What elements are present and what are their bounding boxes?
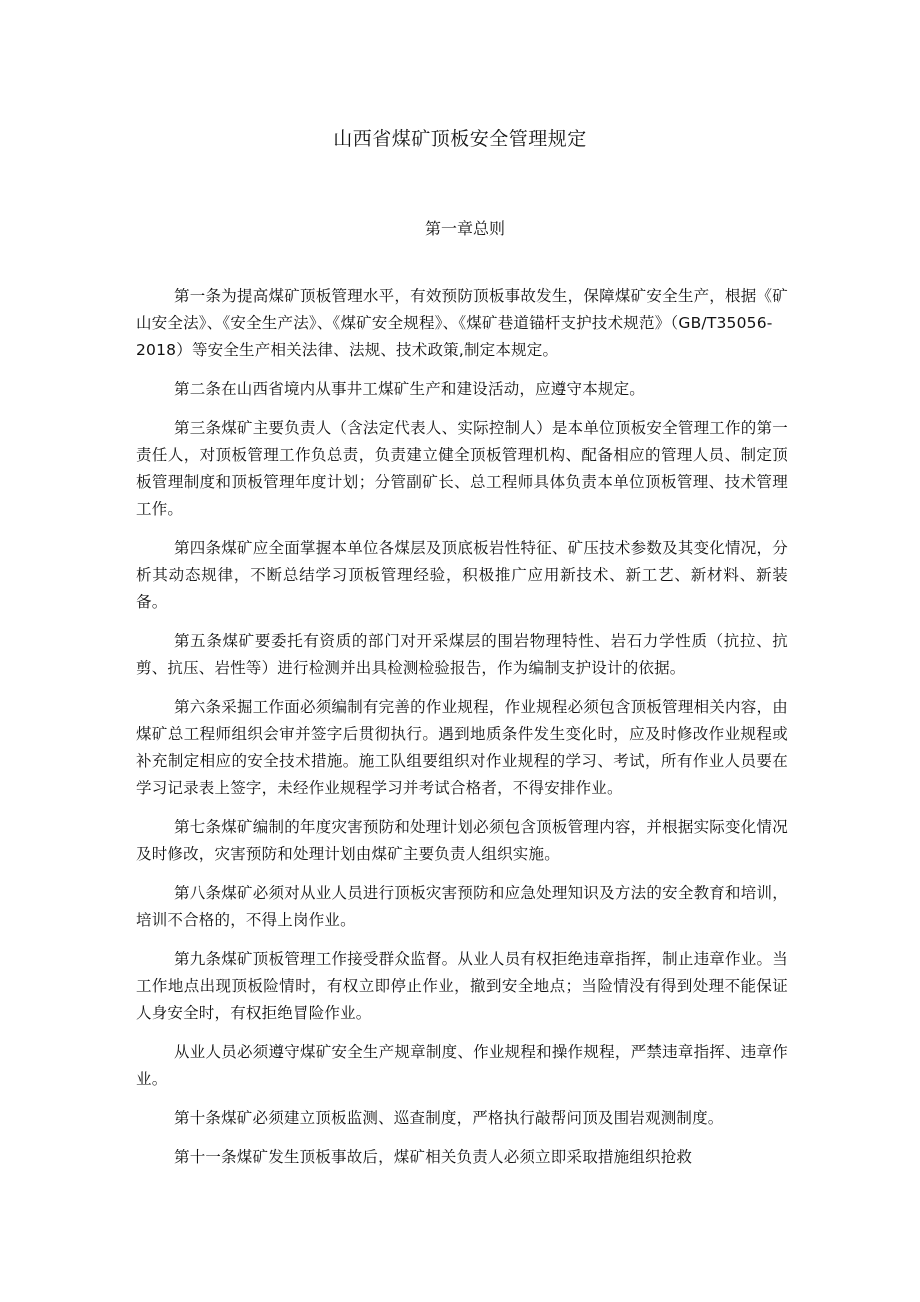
article-1-main: 第一条为提高煤矿顶板管理水平，有效预防顶板事故发生，保障煤矿安全生产，根据《矿山安全法》、《安全生产法》、《煤矿安全规程》、《煤矿巷道锚杆支护技术规范》（GB/T35056- (136, 287, 788, 332)
document-body (136, 283, 788, 1183)
article-7: 第七条煤矿编制的年度灾害预防和处理计划必须包含顶板管理内容，并根据实际变化情况及时修改，灾害预防和处理计划由煤矿主要负责人组织实施。 (136, 818, 788, 863)
article-11: 第十一条煤矿发生顶板事故后，煤矿相关负责人必须立即采取措施组织抢救 (174, 1148, 693, 1166)
article-9: 第九条煤矿顶板管理工作接受群众监督。从业人员有权拒绝违章指挥，制止违章作业。当工作地点出现顶板险情时，有权立即停止作业，撤到安全地点；当险情没有得到处理不能保证人身安全时，有权拒绝冒险作业。 (136, 950, 788, 1022)
chapter-heading: 第一章总则 (424, 219, 505, 238)
document-title: 山西省煤矿顶板安全管理规定 (333, 128, 587, 150)
article-6: 第六条采掘工作面必须编制有完善的作业规程，作业规程必须包含顶板管理相关内容，由煤矿总工程师组织会审并签字后贯彻执行。遇到地质条件发生变化时，应及时修改作业规程或补充制定相应的安全技术措施。施工队组要组织对作业规程的学习、考试，所有作业人员要在学习记录表上签字，未经作业规程学习并考试合格者，不得安排作业。 (136, 698, 788, 797)
article-3: 第三条煤矿主要负责人（含法定代表人、实际控制人）是本单位顶板安全管理工作的第一责任人，对顶板管理工作负总责，负责建立健全顶板管理机构、配备相应的管理人员、制定顶板管理制度和顶板管理年度计划；分管副矿长、总工程师具体负责本单位顶板管理、技术管理工作。 (136, 419, 788, 518)
article-2: 第二条在山西省境内从事井工煤矿生产和建设活动，应遵守本规定。 (174, 380, 646, 398)
article-4: 第四条煤矿应全面掌握本单位各煤层及顶底板岩性特征、矿压技术参数及其变化情况，分析其动态规律，不断总结学习顶板管理经验，积极推广应用新技术、新工艺、新材料、新装备。 (136, 539, 788, 611)
article-5: 第五条煤矿要委托有资质的部门对开采煤层的围岩物理特性、岩石力学性质（抗拉、抗剪、抗压、岩性等）进行检测并出具检测检验报告，作为编制支护设计的依据。 (136, 632, 788, 677)
article-1-continuation: 2018）等安全生产相关法律、法规、技术政策,制定本规定。 (136, 341, 559, 359)
article-8: 第八条煤矿必须对从业人员进行顶板灾害预防和应急处理知识及方法的安全教育和培训，培训不合格的，不得上岗作业。 (136, 884, 788, 929)
article-1 (136, 283, 788, 364)
article-9-supplement: 从业人员必须遵守煤矿安全生产规章制度、作业规程和操作规程，严禁违章指挥、违章作业。 (136, 1043, 788, 1088)
article-10: 第十条煤矿必须建立顶板监测、巡查制度，严格执行敲帮问顶及围岩观测制度。 (174, 1109, 724, 1127)
